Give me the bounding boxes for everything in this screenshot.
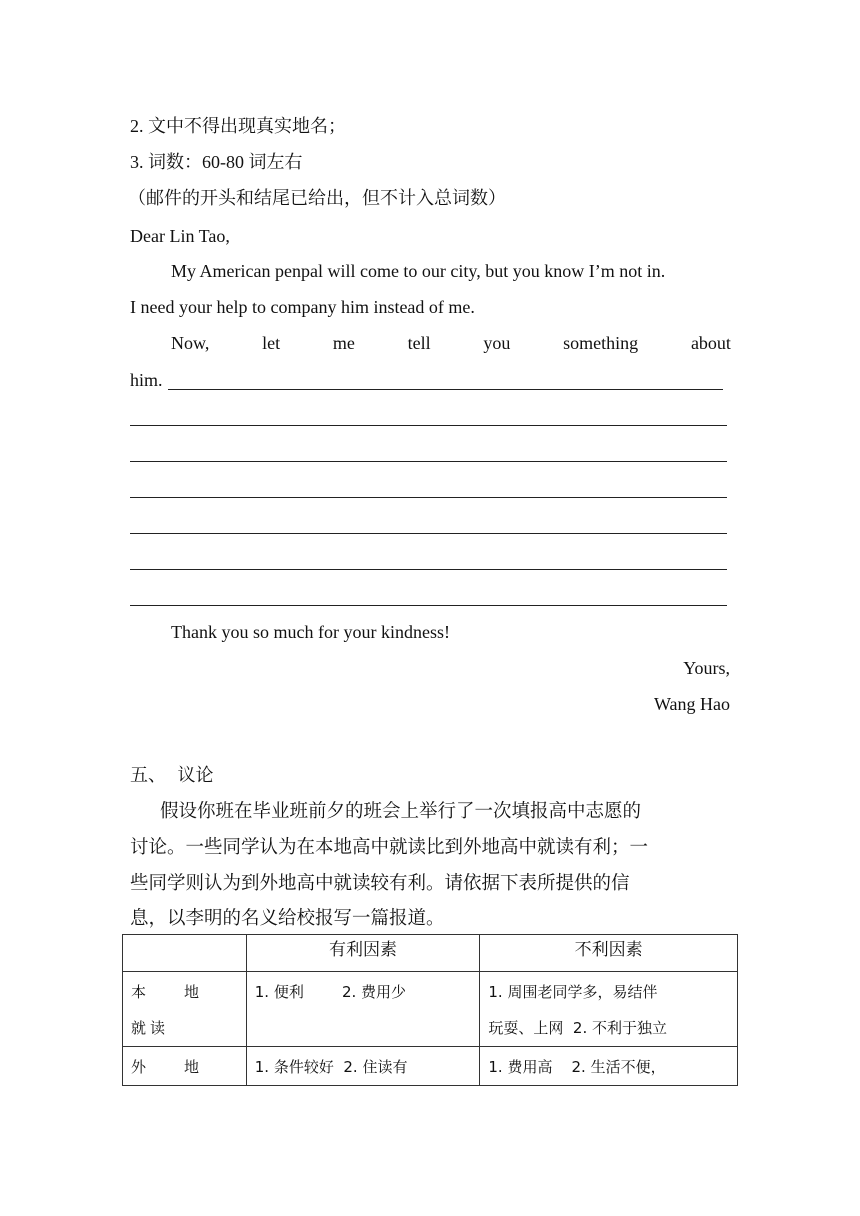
table-cell-cons bbox=[480, 1047, 738, 1086]
cell-text: 1. 条件较好 2. 住读有 bbox=[254, 1058, 408, 1076]
writing-line[interactable] bbox=[130, 461, 727, 462]
writing-line[interactable] bbox=[130, 425, 727, 426]
letter-salutation: Dear Lin Tao, bbox=[130, 226, 230, 246]
row-label-char: 地 bbox=[183, 1058, 199, 1076]
section-5-prompt-line: 讨论。一些同学认为在本地高中就读比到外地高中就读有利；一 bbox=[130, 837, 649, 858]
letter-paragraph-2-line-1 bbox=[171, 331, 731, 355]
letter-word: you bbox=[483, 333, 511, 353]
letter-word: me bbox=[332, 333, 355, 353]
table-row-local bbox=[123, 972, 738, 1047]
table-cell-pros bbox=[246, 1047, 480, 1086]
cell-text: 玩耍、上网 2. 不利于独立 bbox=[488, 1019, 667, 1037]
row-label-char: 本 bbox=[131, 983, 147, 1001]
writing-line[interactable] bbox=[130, 533, 727, 534]
row-label-char: 地 bbox=[183, 983, 199, 1001]
writing-line[interactable] bbox=[130, 569, 727, 570]
writing-line[interactable] bbox=[130, 605, 727, 606]
writing-line[interactable] bbox=[130, 497, 727, 498]
table-header-pros: 有利因素 bbox=[246, 935, 480, 972]
letter-signature: Wang Hao bbox=[653, 694, 730, 714]
letter-paragraph-1-line-1: My American penpal will come to our city, but you know I’m not in. bbox=[171, 261, 666, 281]
table-row-label bbox=[123, 972, 247, 1047]
letter-word: about bbox=[690, 333, 731, 353]
requirement-item-2: 2. 文中不得出现真实地名； bbox=[130, 116, 346, 136]
table-row-away bbox=[123, 1047, 738, 1086]
table-header-row bbox=[123, 935, 738, 972]
letter-word: let bbox=[262, 333, 281, 353]
cell-text: 1. 周围老同学多，易结伴 bbox=[488, 983, 658, 1001]
row-label-char: 就 bbox=[131, 1019, 147, 1037]
table-header-cons: 不利因素 bbox=[480, 935, 738, 972]
cell-text: 1. 费用高 2. 生活不便， bbox=[488, 1058, 666, 1076]
letter-closing-line: Thank you so much for your kindness! bbox=[171, 622, 450, 642]
requirement-item-3: 3. 词数：60-80 词左右 bbox=[130, 152, 303, 172]
letter-paragraph-1-line-2: I need your help to company him instead of me. bbox=[130, 297, 475, 317]
requirement-note: （邮件的开头和结尾已给出，但不计入总词数） bbox=[128, 188, 506, 208]
section-5-heading: 五、 议论 bbox=[130, 765, 214, 786]
section-5-prompt-line: 些同学则认为到外地高中就读较有利。请依据下表所提供的信 bbox=[130, 873, 630, 894]
letter-word: tell bbox=[407, 333, 431, 353]
table-cell-pros bbox=[246, 972, 480, 1047]
letter-word: Now, bbox=[171, 333, 210, 353]
section-5-prompt-line: 假设你班在毕业班前夕的班会上举行了一次填报高中志愿的 bbox=[160, 801, 642, 822]
letter-paragraph-2-continuation: him. bbox=[130, 370, 163, 390]
row-label-char: 读 bbox=[149, 1019, 165, 1037]
letter-signoff: Yours, bbox=[683, 658, 730, 678]
table-row-label bbox=[123, 1047, 247, 1086]
cell-text: 1. 便利 2. 费用少 bbox=[254, 983, 407, 1001]
factors-table bbox=[122, 934, 738, 1086]
table-header-empty bbox=[123, 935, 247, 972]
section-5-prompt-line: 息，以李明的名义给校报写一篇报道。 bbox=[130, 908, 445, 929]
table-cell-cons bbox=[480, 972, 738, 1047]
writing-line[interactable] bbox=[168, 389, 723, 390]
letter-word: something bbox=[563, 333, 639, 353]
row-label-char: 外 bbox=[131, 1058, 147, 1076]
